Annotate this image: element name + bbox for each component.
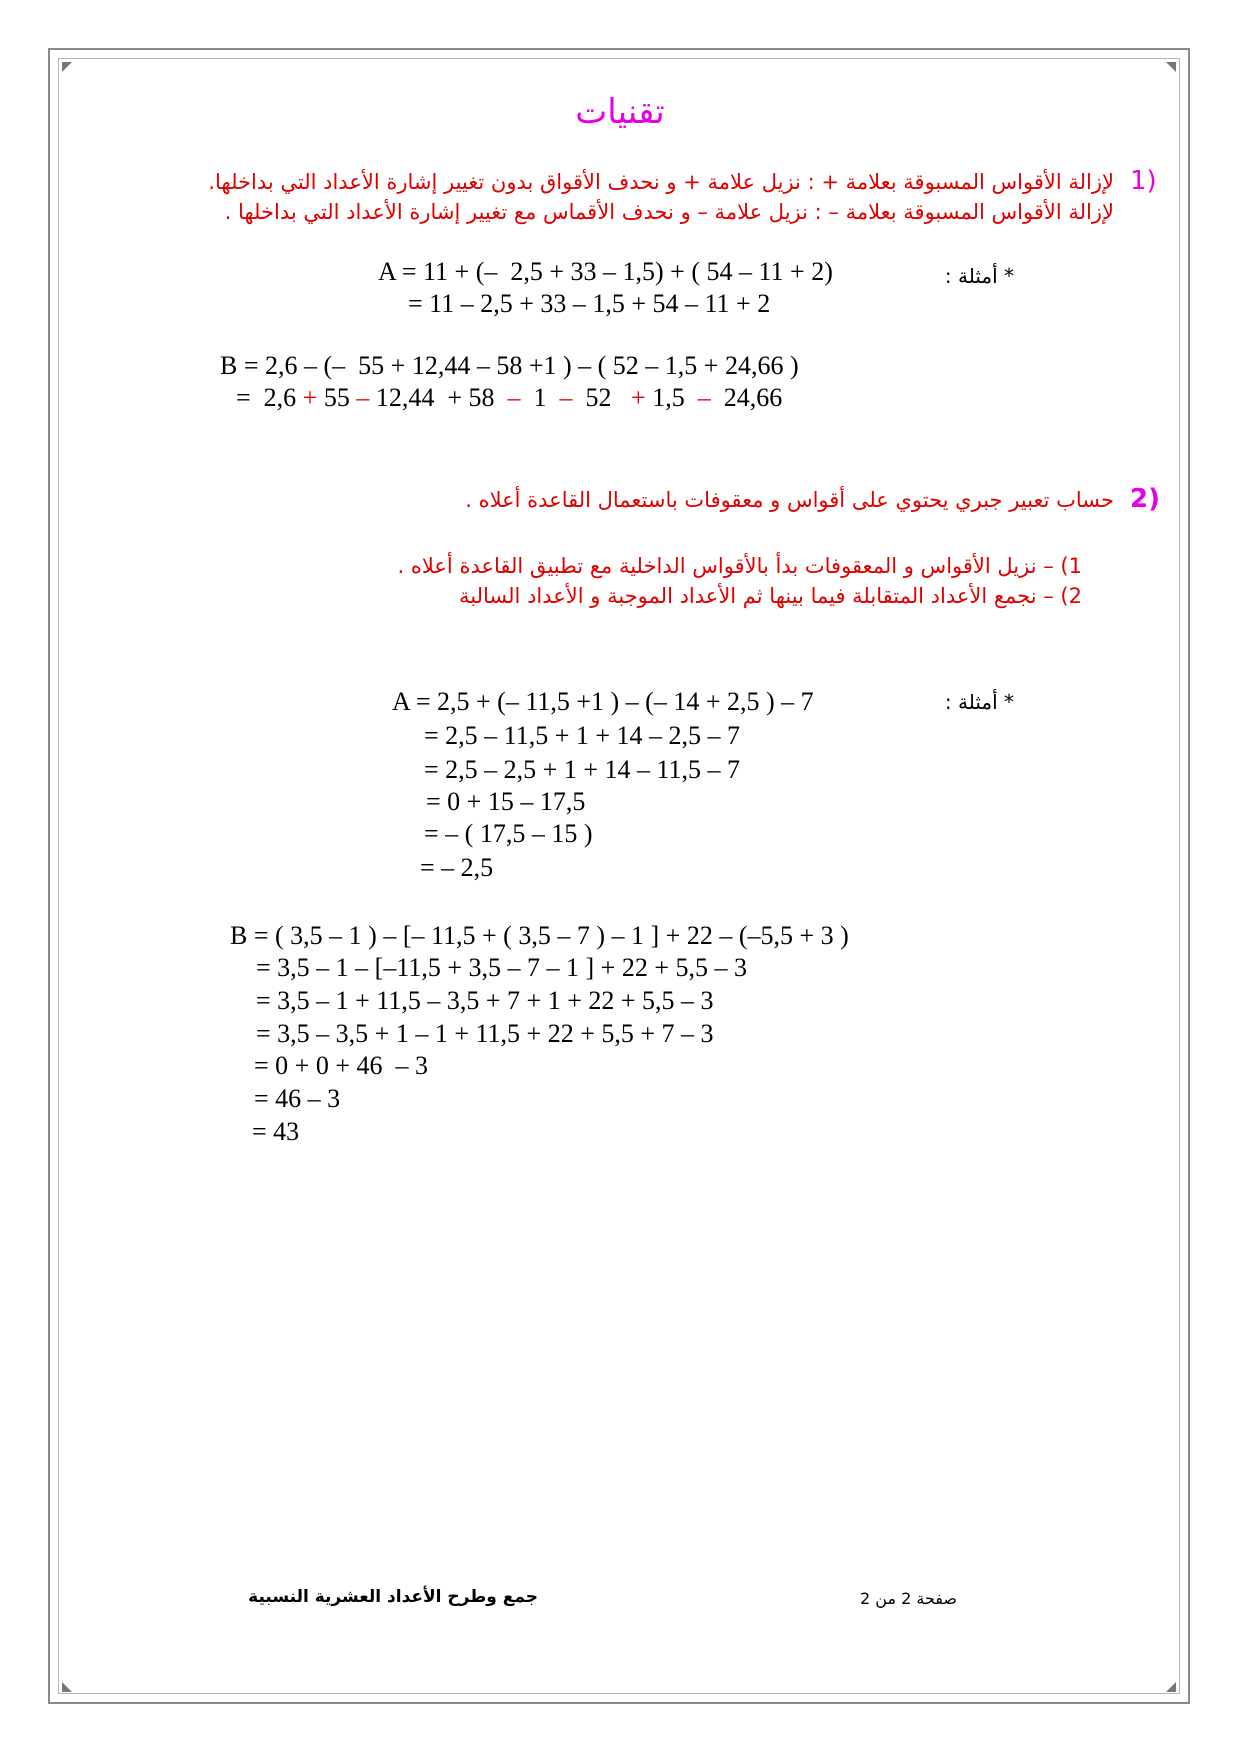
b1-part-3: –: [356, 383, 370, 412]
example-b2-line1: B = ( 3,5 – 1 ) – [– 11,5 + ( 3,5 – 7 ) – 1 ] + 22 – (–5,5 + 3 ): [230, 921, 849, 950]
example-b2-line4: = 3,5 – 3,5 + 1 – 1 + 11,5 + 22 + 5,5 + 7 – 3: [256, 1019, 714, 1048]
example-a2-line2: = 2,5 – 11,5 + 1 + 14 – 2,5 – 7: [424, 721, 741, 750]
section-2-number-text: 2): [1130, 484, 1160, 514]
footer-page-number: صفحة 2 من 2: [860, 1589, 957, 1608]
examples-label-1: * أمثلة :: [944, 264, 1014, 288]
example-a2-line5: = – ( 17,5 – 15 ): [424, 819, 593, 848]
b1-part-1: +: [302, 383, 318, 412]
example-a2-line6: = – 2,5: [420, 853, 494, 882]
rule-minus-text: لإزالة الأقواس المسبوقة بعلامة – : نزيل علامة – و نحدف الأقماس مع تغيير إشارة الأعداد التي بداخلها .: [224, 200, 1114, 224]
b1-part-12: 24,66: [710, 383, 783, 412]
b1-part-9: +: [631, 383, 646, 412]
b1-part-2: 55: [317, 383, 357, 412]
example-b2-line5: = 0 + 0 + 46 – 3: [254, 1051, 428, 1080]
corner-ornament-top-left: [62, 62, 72, 72]
section-1-number: 1): [1130, 166, 1157, 196]
example-b1-line2: [236, 382, 782, 414]
b1-part-11: –: [697, 383, 711, 412]
b1-part-5: –: [507, 383, 521, 412]
corner-ornament-bottom-left: [62, 1682, 72, 1692]
example-a2-line4: = 0 + 15 – 17,5: [426, 787, 586, 816]
step-1-text: 1) – نزيل الأقواس و المعقوفات بدأ بالأقواس الداخلية مع تطبيق القاعدة أعلاه .: [397, 554, 1082, 578]
example-a2-line1: A = 2,5 + (– 11,5 +1 ) – (– 14 + 2,5 ) – 7: [392, 687, 814, 716]
b1-part-6: 1: [520, 383, 560, 412]
section-2-heading: حساب تعبير جبري يحتوي على أقواس و معقوفات باستعمال القاعدة أعلاه .: [465, 488, 1114, 512]
footer-document-title: جمع وطرح الأعداد العشرية النسبية: [248, 1587, 538, 1607]
example-a2-line3: = 2,5 – 2,5 + 1 + 14 – 11,5 – 7: [424, 755, 741, 784]
example-a1-line1: A = 11 + (– 2,5 + 33 – 1,5) + ( 54 – 11 + 2): [378, 257, 833, 286]
example-b2-line7: = 43: [252, 1117, 300, 1146]
example-b2-line3: = 3,5 – 1 + 11,5 – 3,5 + 7 + 1 + 22 + 5,5 – 3: [256, 986, 714, 1015]
corner-ornament-top-right: [1166, 62, 1176, 72]
section-2-number: [1130, 484, 1160, 514]
example-a1-line2: = 11 – 2,5 + 33 – 1,5 + 54 – 11 + 2: [408, 289, 771, 318]
example-b2-line2: = 3,5 – 1 – [–11,5 + 3,5 – 7 – 1 ] + 22 + 5,5 – 3: [256, 953, 748, 982]
examples-label-2: * أمثلة :: [944, 690, 1014, 714]
b1-part-10: 1,5: [645, 383, 698, 412]
example-b1-line1: B = 2,6 – (– 55 + 12,44 – 58 +1 ) – ( 52 – 1,5 + 24,66 ): [220, 351, 799, 380]
step-2-text: 2) – نجمع الأعداد المتقابلة فيما بينها ثم الأعداد الموجبة و الأعداد السالبة: [459, 584, 1082, 608]
example-b2-line6: = 46 – 3: [254, 1084, 341, 1113]
b1-part-8: 52: [572, 383, 632, 412]
b1-part-4: 12,44 + 58: [369, 383, 508, 412]
b1-part-0: = 2,6: [236, 383, 303, 412]
page-title: تقنيات: [575, 92, 665, 132]
b1-part-7: –: [559, 383, 573, 412]
corner-ornament-bottom-right: [1166, 1682, 1176, 1692]
rule-plus-text: لإزالة الأقواس المسبوقة بعلامة + : نزيل علامة + و نحدف الأقواق بدون تغيير إشارة الأعداد التي بداخلها.: [208, 170, 1114, 194]
